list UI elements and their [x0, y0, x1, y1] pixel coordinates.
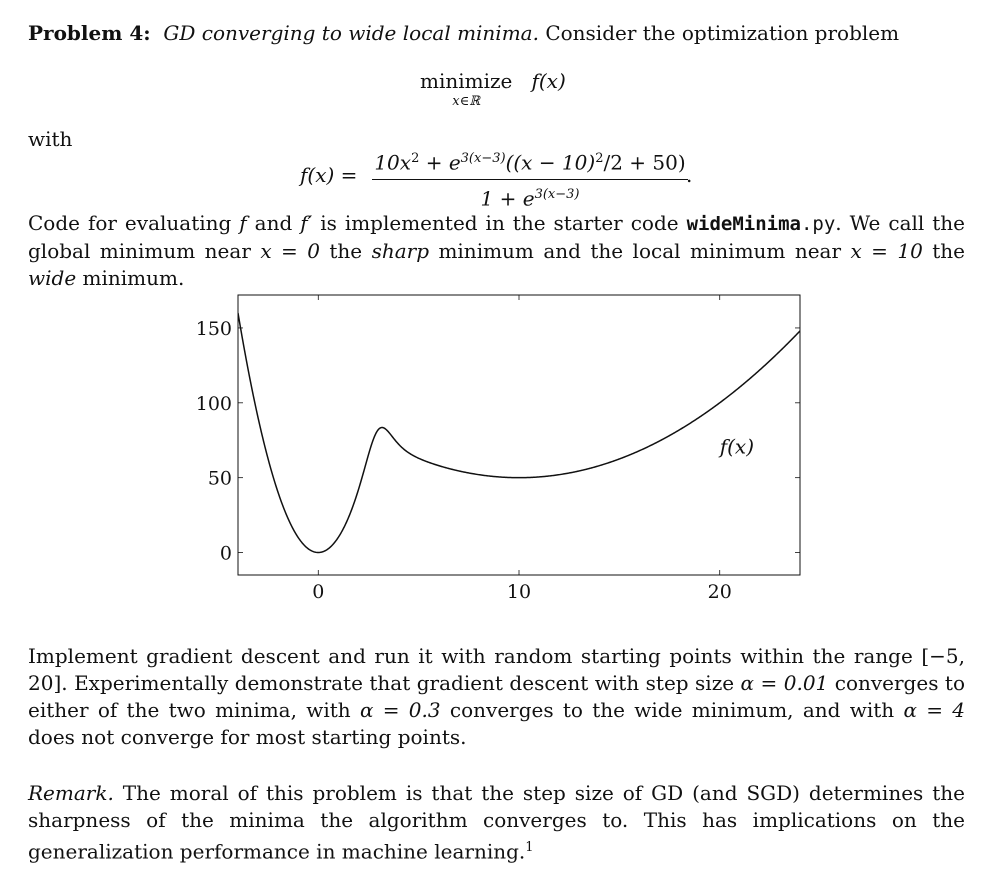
series-line-fx	[238, 313, 800, 553]
num-term-c: /2 + 50)	[603, 150, 686, 175]
function-plot	[180, 285, 820, 605]
function-lhs: f(x) =	[300, 163, 358, 187]
code-paragraph	[28, 210, 965, 292]
impl-alpha-1: α = 0.01	[740, 671, 829, 695]
plot-svg	[180, 285, 820, 605]
code-x-eq-10: x = 10	[850, 239, 923, 263]
fraction-bar	[372, 179, 688, 180]
minimize-display	[420, 68, 566, 108]
y-tick-label: 150	[195, 317, 232, 340]
num-term-a-exp: 2	[411, 151, 420, 166]
code-text-7: the	[922, 239, 966, 263]
problem-heading	[28, 20, 965, 47]
fraction-denominator	[372, 182, 688, 212]
code-text-8: minimum.	[76, 266, 185, 290]
num-term-b-exp: 2	[595, 151, 604, 166]
problem-intro: Consider the optimization problem	[545, 21, 900, 45]
code-filename: wideMinima	[686, 213, 801, 235]
code-wide: wide	[28, 266, 77, 290]
code-f: f	[239, 211, 247, 235]
impl-text-4: does not converge for most starting points.	[28, 725, 467, 749]
impl-text-2: converges to either of the two minima, with	[28, 671, 966, 722]
remark-label: Remark.	[28, 781, 114, 805]
x-tick-label: 20	[707, 581, 732, 603]
impl-alpha-2: α = 0.3	[359, 698, 441, 722]
code-fprime: f′	[300, 211, 313, 235]
y-tick-label: 100	[195, 392, 232, 415]
implementation-paragraph	[28, 643, 965, 751]
minimize-subscript: x∈ℝ	[452, 94, 481, 109]
num-exp: 3(x−3)	[460, 151, 506, 166]
code-x-eq-0: x = 0	[260, 239, 320, 263]
code-text-4: . We call the global minimum near	[28, 211, 966, 263]
y-tick-label: 50	[207, 467, 232, 490]
problem-title: GD converging to wide local minima.	[163, 21, 539, 45]
function-fraction	[372, 145, 688, 212]
x-tick-label: 10	[506, 581, 532, 603]
with-word: with	[28, 127, 73, 151]
code-text-5: the	[319, 239, 372, 263]
num-plus-e: + e	[419, 150, 461, 175]
formula-period: .	[686, 163, 693, 187]
remark-paragraph	[28, 780, 965, 866]
code-file-ext: .py	[800, 213, 836, 235]
code-text-1: Code for evaluating	[28, 211, 240, 235]
minimize-word: minimize	[420, 69, 513, 93]
den-term: 1 + e	[480, 186, 535, 211]
x-tick-label: 0	[312, 581, 325, 603]
den-exp: 3(x−3)	[534, 186, 580, 202]
minimize-objective: f(x)	[531, 69, 566, 93]
code-text-6: minimum and the local minimum near	[429, 239, 851, 263]
code-sharp: sharp	[371, 239, 430, 263]
footnote-marker: 1	[525, 840, 534, 855]
num-term-a: 10x	[374, 150, 412, 175]
code-text-2: and	[246, 211, 301, 235]
plot-frame	[238, 295, 800, 575]
curve-label: f(x)	[719, 434, 755, 459]
problem-label: Problem 4:	[28, 21, 151, 45]
fraction-numerator	[372, 145, 688, 177]
impl-text-3: converges to the wide minimum, and with	[440, 698, 904, 722]
impl-text-1: Implement gradient descent and run it with random starting points within the range [−5, 20]. Experimentally demonstrate that gradient descent with step size	[28, 644, 965, 695]
y-tick-label: 0	[219, 542, 232, 565]
minimize-operator	[420, 68, 512, 108]
impl-alpha-3: α = 4	[903, 698, 965, 722]
remark-text: The moral of this problem is that the step size of GD (and SGD) determines the sharpness of the minima the algorithm converges to. This has implications on the generalization performance in machine learning.	[28, 781, 965, 864]
num-term-b: ((x − 10)	[505, 150, 596, 175]
code-text-3: is implemented in the starter code	[312, 211, 687, 235]
